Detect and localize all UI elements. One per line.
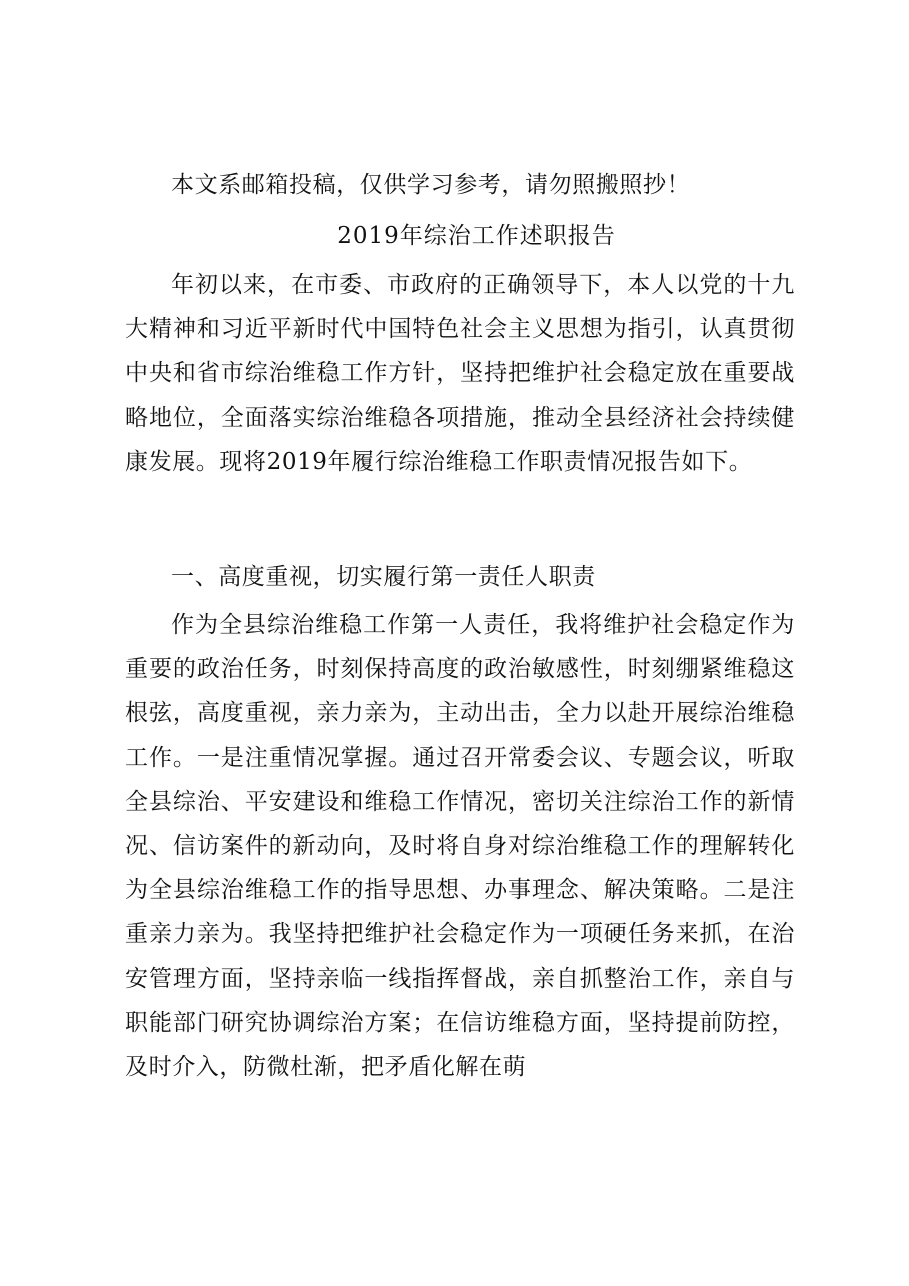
notice-line: 本文系邮箱投稿，仅供学习参考，请勿照搬照抄！ [171,172,691,198]
intro-paragraph: 年初以来，在市委、市政府的正确领导下，本人以党的十九大精神和习近平新时代中国特色社会主义思想为指引，认真贯彻中央和省市综治维稳工作方针，坚持把维护社会稳定放在重要战略地位，全面落实综治维稳各项措施，推动全县经济社会持续健康发展。现将2019年履行综治维稳工作职责情况报告如下。 [125,272,795,475]
section-1-heading: 一、高度重视，切实履行第一责任人职责 [171,564,596,590]
document-title: 2019年综治工作述职报告 [337,223,616,249]
section-1-paragraph: 作为全县综治维稳工作第一人责任，我将维护社会稳定作为重要的政治任务，时刻保持高度的政治敏感性，时刻绷紧维稳这根弦，高度重视，亲力亲为，主动出击，全力以赴开展综治维稳工作。一是注重情况掌握。通过召开常委会议、专题会议，听取全县综治、平安建设和维稳工作情况，密切关注综治工作的新情况、信访案件的新动向，及时将自身对综治维稳工作的理解转化为全县综治维稳工作的指导思想、办事理念、解决策略。二是注重亲力亲为。我坚持把维护社会稳定作为一项硬任务来抓，在治安管理方面，坚持亲临一线指挥督战，亲自抓整治工作，亲自与职能部门研究协调综治方案；在信访维稳方面，坚持提前防控，及时介入，防微杜渐，把矛盾化解在萌 [125,612,795,1081]
